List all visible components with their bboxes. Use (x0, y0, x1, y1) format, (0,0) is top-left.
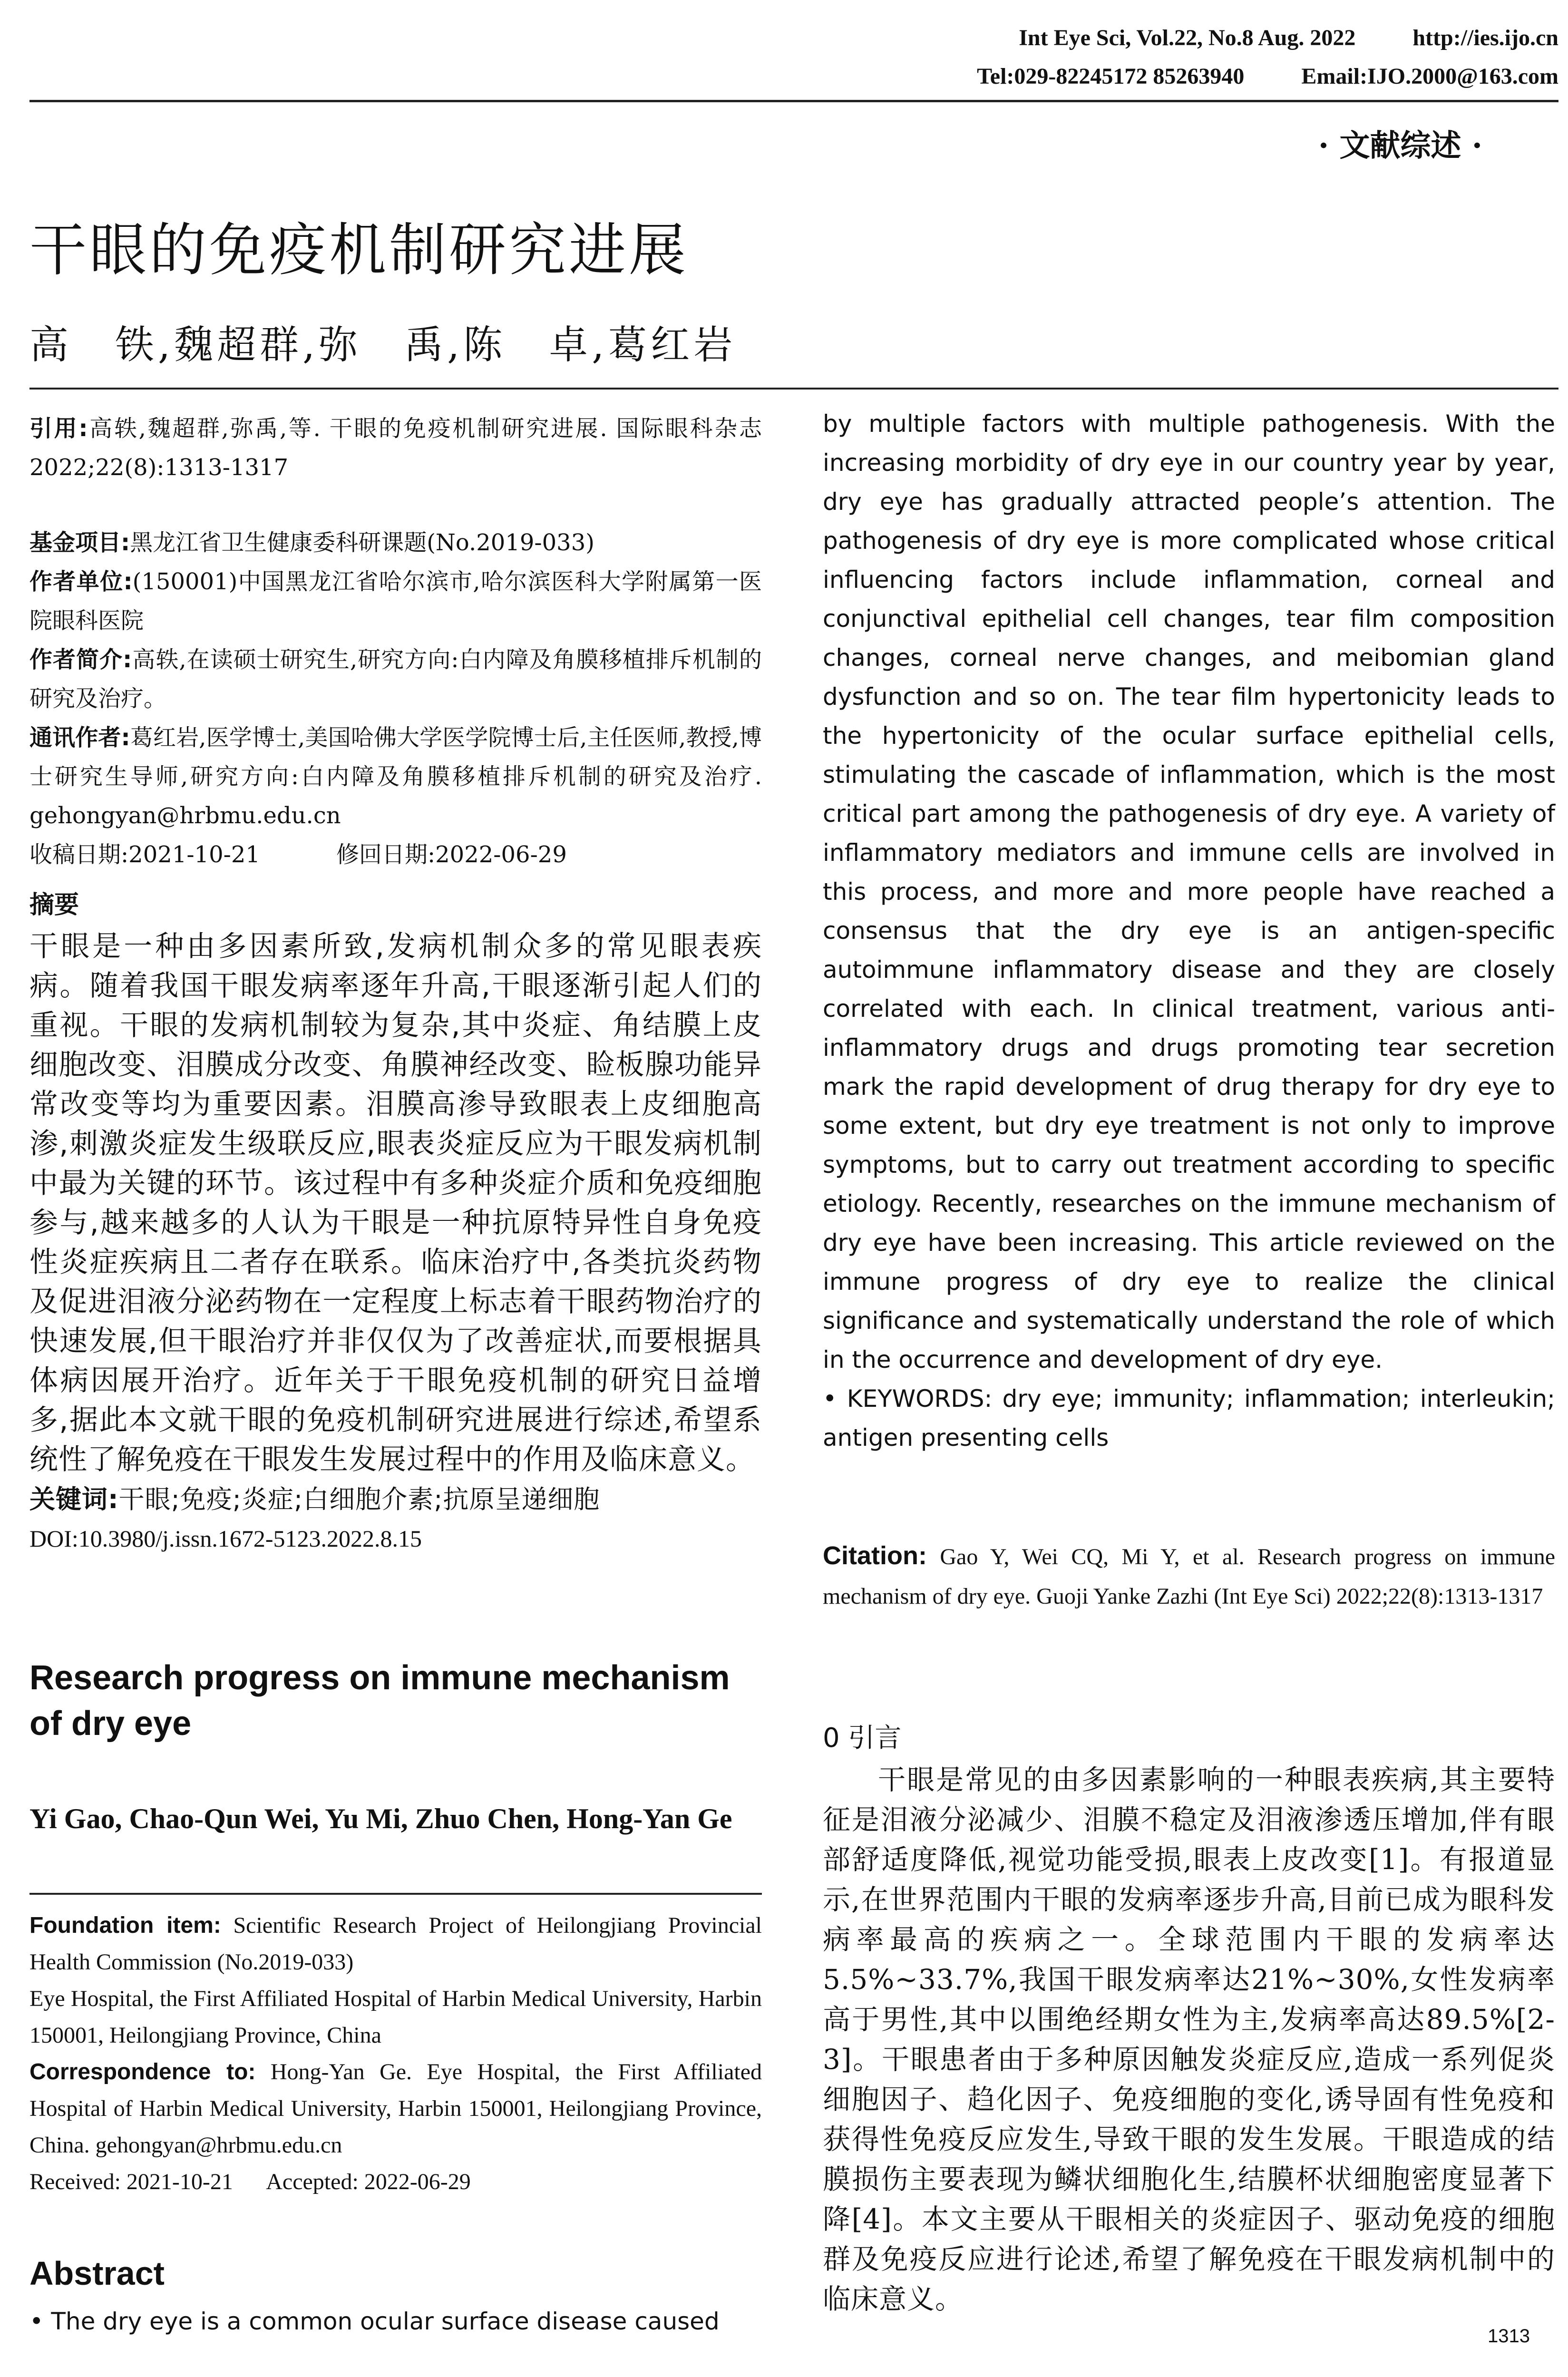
english-abstract-first-line: • The dry eye is a common ocular surface disease caused (29, 2308, 720, 2335)
header-rule (29, 100, 1558, 102)
english-dates: Received: 2021-10-21 Accepted: 2022-06-29 (29, 2169, 471, 2194)
page-number: 1313 (1488, 2326, 1530, 2347)
journal-contact (977, 63, 1558, 89)
foundation-label: Foundation item: (29, 1913, 221, 1938)
abstract-cn-heading: 摘要 (29, 891, 79, 919)
title-rule (29, 388, 1558, 390)
page-title: 干眼的免疫机制研究进展 (29, 217, 689, 283)
english-abstract-text: by multiple factors with multiple pathogenesis. With the increasing morbidity of dry eye in our country year by year, dry eye has gradually attracted people’s attention. The pathogenesis of dry eye is more complicated whose critical influencing factors include inflammation, corneal and conjunctival epithelial cell changes, tear film composition changes, corneal nerve changes, and meibomian gland dysfunction and so on. The tear film hypertonicity leads to the hypertonicity of the ocular surface epithelial cells, stimulating the cascade of inflammation, which is the most critical part among the pathogenesis of dry eye. A variety of inflammatory mediators and immune cells are involved in this process, and more and more people have reached a consensus that the dry eye is an antigen-specific autoimmune inflammatory disease and they are closely correlated with each. In clinical treatment, various anti-inflammatory drugs and drugs promoting tear secretion mark the rapid development of drug therapy for dry eye to some extent, but dry eye treatment is not only to improve symptoms, but to carry out treatment according to specific etiology. Recently, researches on the immune mechanism of dry eye have been increasing. This article reviewed on the immune progress of dry eye to realize the clinical significance and systematically understand the role of which in the occurrence and development of dry eye. (823, 410, 1555, 1374)
meta-label: 基金项目: (29, 529, 130, 556)
citation-text: Gao Y, Wei CQ, Mi Y, et al. Research progress on immune mechanism of dry eye. Guoji Yanke Zazhi (Int Eye Sci) 2022;22(8):1313-1317 (823, 1544, 1555, 1609)
abstract-cn (29, 885, 762, 1558)
english-keywords: • KEYWORDS: dry eye; immunity; inflammation; interleukin; antigen presenting cells (823, 1385, 1555, 1452)
english-title: Research progress on immune mechanism of dry eye (29, 1659, 730, 1743)
meta-label: 作者单位: (29, 568, 133, 595)
abstract-cn-text: 干眼是一种由多因素所致,发病机制众多的常见眼表疾病。随着我国干眼发病率逐年升高,干眼逐渐引起人们的重视。干眼的发病机制较为复杂,其中炎症、角结膜上皮细胞改变、泪膜成分改变、角膜神经改变、睑板腺功能异常改变等均为重要因素。泪膜高渗导致眼表上皮细胞高渗,刺激炎症发生级联反应,眼表炎症反应为干眼发病机制中最为关键的环节。该过程中有多种炎症介质和免疫细胞参与,越来越多的人认为干眼是一种抗原特异性自身免疫性炎症疾病且二者存在联系。临床治疗中,各类抗炎药物及促进泪液分泌药物在一定程度上标志着干眼药物治疗的快速发展,但干眼治疗并非仅仅为了改善症状,而要根据具体病因展开治疗。近年关于干眼免疫机制的研究日益增多,据此本文就干眼的免疫机制研究进展进行综述,希望系统性了解免疫在干眼发生发展过程中的作用及临床意义。 (29, 930, 762, 1476)
meta-text: 黑龙江省卫生健康委科研课题(No.2019-033) (130, 529, 594, 556)
meta-text: 高轶,在读硕士研究生,研究方向:白内障及角膜移植排斥机制的研究及治疗。 (29, 646, 762, 712)
english-abstract-start (29, 2254, 762, 2341)
received-date-cn: 收稿日期:2021-10-21 (29, 841, 260, 868)
doi[interactable]: DOI:10.3980/j.issn.1672-5123.2022.8.15 (29, 1525, 422, 1552)
revised-date-cn: 修回日期:2022-06-29 (336, 841, 567, 868)
english-meta (29, 1907, 762, 2200)
journal-tel: Tel:029-82245172 85263940 (977, 64, 1245, 89)
citation-cn-label: 引用: (29, 415, 88, 442)
meta-label: 通讯作者: (29, 724, 130, 751)
journal-header (1019, 25, 1558, 51)
meta-text: 葛红岩,医学博士,美国哈佛大学医学院博士后,主任医师,教授,博士研究生导师,研究方向:白内障及角膜移植排斥机制的研究及治疗. gehongyan@hrbmu.edu.cn (29, 724, 762, 829)
correspondence-text: Hong-Yan Ge. Eye Hospital, the First Affiliated Hospital of Harbin Medical University, Harbin 150001, Heilongjiang Province, China. gehongyan@hrbmu.edu.cn (29, 2059, 762, 2158)
english-citation (823, 1536, 1555, 1616)
english-abstract-heading: Abstract (29, 2255, 165, 2292)
journal-email[interactable]: Email:IJO.2000@163.com (1301, 64, 1558, 89)
english-authors: Yi Gao, Chao-Qun Wei, Yu Mi, Zhuo Chen, Hong-Yan Ge (29, 1803, 732, 1834)
citation-cn (29, 409, 762, 487)
affiliation: Eye Hospital, the First Affiliated Hospital of Harbin Medical University, Harbin 150001, Heilongjiang Province, China (29, 1986, 762, 2048)
meta-cn (29, 523, 762, 874)
intro-text: 干眼是常见的由多因素影响的一种眼表疾病,其主要特征是泪液分泌减少、泪膜不稳定及泪液渗透压增加,伴有眼部舒适度降低,视觉功能受损,眼表上皮改变[1]。有报道显示,在世界范围内干眼的发病率逐步升高,目前已成为眼科发病率最高的疾病之一。全球范围内干眼的发病率达5.5%~33.7%,我国干眼发病率达21%~30%,女性发病率高于男性,其中以围绝经期女性为主,发病率高达89.5%[2-3]。干眼患者由于多种原因触发炎症反应,造成一系列促炎细胞因子、趋化因子、免疫细胞的变化,诱导固有性免疫和获得性免疫反应发生,导致干眼的发生发展。干眼造成的结膜损伤主要表现为鳞状细胞化生,结膜杯状细胞密度显著下降[4]。本文主要从干眼相关的炎症因子、驱动免疫的细胞群及免疫反应进行论述,希望了解免疫在干眼发病机制中的临床意义。 (823, 1763, 1555, 2315)
english-rule (29, 1893, 762, 1895)
foundation-text: Scientific Research Project of Heilongjiang Provincial Health Commission (No.2019-033) (29, 1913, 762, 1975)
keywords-cn-label: 关键词: (29, 1484, 119, 1514)
meta-label: 作者简介: (29, 646, 132, 673)
meta-text: (150001)中国黑龙江省哈尔滨市,哈尔滨医科大学附属第一医院眼科医院 (29, 568, 762, 634)
intro-heading: 0 引言 (823, 1723, 902, 1754)
english-abstract-continued (823, 404, 1555, 1457)
keywords-cn: 干眼;免疫;炎症;白细胞介素;抗原呈递细胞 (118, 1484, 600, 1514)
journal-citation: Int Eye Sci, Vol.22, No.8 Aug. 2022 (1019, 25, 1356, 50)
authors-cn: 高 铁,魏超群,弥 禹,陈 卓,葛红岩 (29, 322, 737, 368)
introduction (823, 1717, 1555, 2319)
section-tag: · 文献综述 · (1318, 128, 1482, 164)
citation-label: Citation: (823, 1541, 927, 1570)
english-title-block (29, 1655, 762, 1839)
citation-cn-text: 高轶,魏超群,弥禹,等. 干眼的免疫机制研究进展. 国际眼科杂志 2022;22(8):1313-1317 (29, 415, 762, 481)
correspondence-label: Correspondence to: (29, 2059, 256, 2085)
journal-url[interactable]: http://ies.ijo.cn (1412, 25, 1558, 50)
